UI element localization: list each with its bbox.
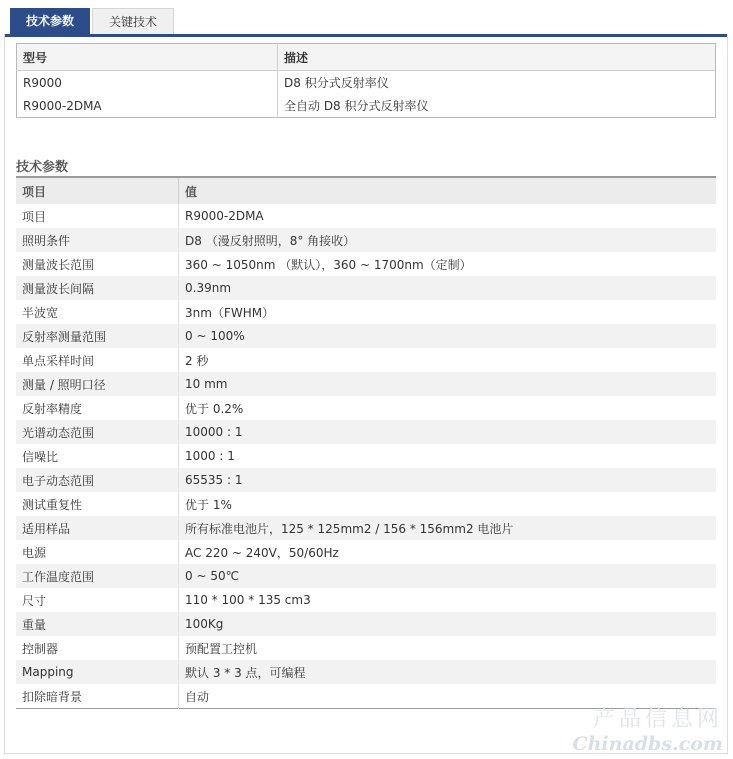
table-row — [16, 540, 716, 564]
spec-key-cell: 尺寸 — [16, 588, 179, 612]
table-row — [16, 348, 716, 372]
table-row — [16, 612, 716, 636]
item-header-cell: 项目 — [16, 177, 179, 204]
spec-value-cell: 优于 0.2% — [185, 401, 244, 416]
spec-table-body — [16, 204, 716, 709]
spec-value-cell: 0 ~ 50℃ — [179, 564, 717, 588]
spec-key-cell: 重量 — [16, 612, 179, 636]
spec-key-cell: 测量波长范围 — [16, 252, 179, 276]
spec-key-cell: 工作温度范围 — [16, 564, 179, 588]
spec-key-cell: 半波宽 — [16, 300, 179, 324]
spec-value-cell: 3nm（FWHM） — [185, 305, 275, 320]
table-row — [16, 660, 716, 684]
description-header-cell: 描述 — [278, 44, 716, 71]
table-row — [16, 444, 716, 468]
spec-value-cell: 10 mm — [179, 372, 717, 396]
spec-table — [16, 176, 716, 709]
spec-key-cell: 电源 — [16, 540, 179, 564]
spec-value-cell: 360 ~ 1050nm （默认），360 ~ 1700nm（定制） — [185, 257, 472, 272]
spec-value-cell: 10000 : 1 — [179, 420, 717, 444]
model-header-cell: 型号 — [17, 44, 278, 71]
table-row — [16, 516, 716, 540]
table-row — [16, 636, 716, 660]
spec-value-cell: 默认 3 * 3 点，可编程 — [179, 660, 717, 684]
value-header-cell: 值 — [179, 177, 717, 204]
spec-table-header — [16, 177, 716, 204]
spec-key-cell: 照明条件 — [16, 228, 179, 252]
spec-value-cell: 优于 1% — [185, 497, 232, 512]
spec-key-cell: 反射率测量范围 — [16, 324, 179, 348]
table-row — [16, 564, 716, 588]
spec-key-cell: 控制器 — [16, 636, 179, 660]
spec-value-cell: 自动 — [185, 689, 210, 704]
watermark-en: Chinadbs.com — [572, 733, 723, 755]
spec-key-cell: Mapping — [16, 660, 179, 684]
description-cell: D8 积分式反射率仪 — [284, 76, 389, 90]
description-cell: 全自动 D8 积分式反射率仪 — [284, 99, 429, 113]
spec-key-cell: 信噪比 — [16, 444, 179, 468]
tab-key-tech[interactable]: 关键技术 — [92, 8, 174, 34]
model-table-header — [17, 44, 716, 71]
table-row — [16, 492, 716, 516]
tab-bar — [4, 6, 728, 37]
table-row — [16, 324, 716, 348]
spec-value-cell: R9000-2DMA — [185, 209, 264, 223]
table-row — [16, 276, 716, 300]
table-row — [17, 71, 716, 95]
spec-key-cell: 测量波长间隔 — [16, 276, 179, 300]
spec-key-cell: 电子动态范围 — [16, 468, 179, 492]
spec-value-cell: 2 秒 — [185, 353, 209, 368]
spec-key-cell: 测试重复性 — [16, 492, 179, 516]
table-row — [16, 252, 716, 276]
spec-key-cell: 反射率精度 — [16, 396, 179, 420]
table-row — [16, 300, 716, 324]
model-table — [16, 43, 716, 118]
spec-value-cell: 110 * 100 * 135 cm3 — [185, 593, 311, 607]
table-row — [16, 420, 716, 444]
spec-key-cell: 扣除暗背景 — [16, 684, 179, 709]
spec-key-cell: 单点采样时间 — [16, 348, 179, 372]
spec-value-cell: 0.39nm — [179, 276, 717, 300]
table-row — [16, 468, 716, 492]
table-row — [16, 396, 716, 420]
spec-key-cell: 适用样品 — [16, 516, 179, 540]
spec-value-cell: 65535 : 1 — [179, 468, 717, 492]
spec-key-cell: 测量 / 照明口径 — [16, 372, 179, 396]
model-cell: R9000 — [17, 71, 278, 95]
table-row — [16, 588, 716, 612]
spec-value-cell: AC 220 ~ 240V，50/60Hz — [185, 545, 339, 560]
section-title: 技术参数 — [16, 160, 69, 175]
table-row — [16, 204, 716, 228]
watermark-cn: 产品信息网 — [592, 707, 723, 732]
spec-value-cell: 100Kg — [179, 612, 717, 636]
spec-value-cell: 所有标准电池片，125 * 125mm2 / 156 * 156mm2 电池片 — [179, 516, 717, 540]
spec-value-cell: 1000 : 1 — [185, 449, 235, 463]
table-row — [16, 372, 716, 396]
table-row — [16, 228, 716, 252]
spec-key-cell: 项目 — [16, 204, 179, 228]
spec-value-cell: D8 （漫反射照明，8° 角接收） — [179, 228, 717, 252]
table-row — [17, 94, 716, 118]
spec-value-cell: 0 ~ 100% — [179, 324, 717, 348]
spec-key-cell: 光谱动态范围 — [16, 420, 179, 444]
model-cell: R9000-2DMA — [17, 94, 278, 118]
spec-value-cell: 预配置工控机 — [185, 641, 258, 656]
watermark — [572, 702, 723, 755]
tab-tech-params[interactable]: 技术参数 — [10, 8, 90, 34]
